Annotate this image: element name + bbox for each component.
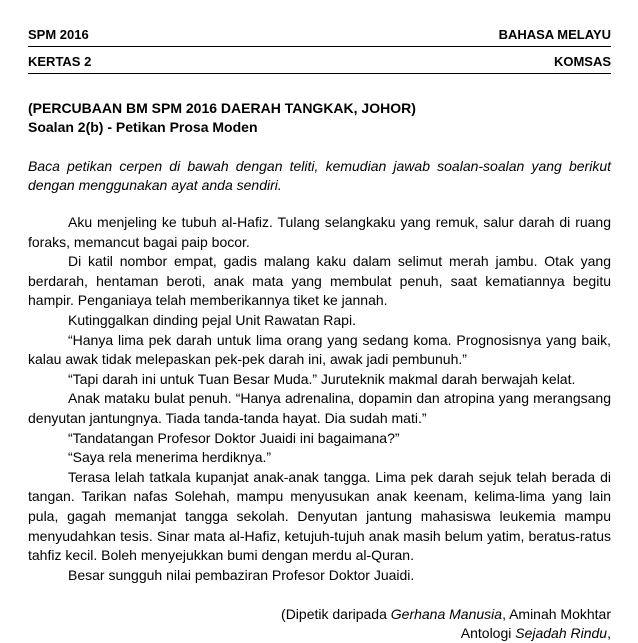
exam-year: SPM 2016 bbox=[28, 27, 89, 42]
anthology-title: Sejadah Rindu bbox=[515, 625, 608, 642]
paragraph: “Tandatangan Profesor Doktor Juaidi ini bagaimana?” bbox=[68, 429, 400, 446]
question-subtitle: Soalan 2(b) - Petikan Prosa Moden bbox=[28, 119, 258, 135]
paragraph: Aku menjeling ke tubuh al-Hafiz. Tulang selangkaku yang remuk, salur darah di ruang foraks, memancut bagai paip bocor. bbox=[28, 214, 611, 250]
paragraph: “Hanya lima pek darah untuk lima orang yang sedang koma. Prognosisnya yang baik, kalau awak tidak melepaskan pek-pek darah ini, awak jadi pembunuh.” bbox=[28, 331, 611, 368]
book-title: Gerhana Manusia bbox=[390, 606, 503, 623]
section-name: KOMSAS bbox=[553, 54, 611, 69]
header-rule-bottom bbox=[28, 73, 611, 74]
story-excerpt bbox=[28, 213, 611, 585]
paragraph: Anak mataku bulat penuh. “Hanya adrenalina, dopamin dan atropina yang merangsang denyutan jantungnya. Tiada tanda-tanda hayat. Dia sudah mati.” bbox=[28, 390, 611, 426]
instruction-text: Baca petikan cerpen di bawah dengan teliti, kemudian jawab soalan-soalan yang berikut dengan menggunakan ayat anda sendiri. bbox=[28, 158, 611, 193]
document-title: (PERCUBAAN BM SPM 2016 DAERAH TANGKAK, JOHOR) bbox=[28, 100, 416, 116]
citation-line-1: (Dipetik daripada Gerhana Manusia, Aminah Mokhtar bbox=[281, 606, 611, 623]
paper-number: KERTAS 2 bbox=[28, 54, 92, 69]
subject-name: BAHASA MELAYU bbox=[498, 27, 611, 42]
header-row-bottom bbox=[28, 53, 611, 71]
source-citation bbox=[28, 605, 611, 643]
citation-line-2: Antologi Sejadah Rindu, bbox=[460, 625, 611, 642]
paragraph: Terasa lelah tatkala kupanjat anak-anak tangga. Lima pek darah sejuk telah berada di tangan. Tarikan nafas Solehah, mampu menyusukan anak keenam, kelima-lima yang lain pula, gagah memanjat tangga sekolah. Denyutan jantung mahasiswa leukemia mampu menyudahkan tesis. Sinar mata al-Hafiz, ketujuh-tujuh anak masih belum yatim, beratus-ratus tahfiz kecil. Boleh menyejukkan bumi dengan merdu al-Quran. bbox=[28, 468, 611, 564]
paragraph: Besar sungguh nilai pembaziran Profesor Doktor Juaidi. bbox=[68, 566, 415, 583]
paragraph: Kutinggalkan dinding pejal Unit Rawatan Rapi. bbox=[68, 311, 356, 328]
header-row-top bbox=[28, 26, 611, 44]
paragraph: “Saya rela menerima herdiknya.” bbox=[68, 449, 272, 466]
header-rule-top bbox=[28, 46, 611, 47]
document-page bbox=[28, 0, 611, 643]
paragraph: “Tapi darah ini untuk Tuan Besar Muda.” Juruteknik makmal darah berwajah kelat. bbox=[68, 370, 576, 387]
paragraph: Di katil nombor empat, gadis malang kaku dalam selimut merah jambu. Otak yang berdarah, hentaman beroti, anak mata yang membulat penuh, saat kematiannya begitu hampir. Penganiaya telah memberikannya tiket ke jannah. bbox=[28, 253, 611, 309]
